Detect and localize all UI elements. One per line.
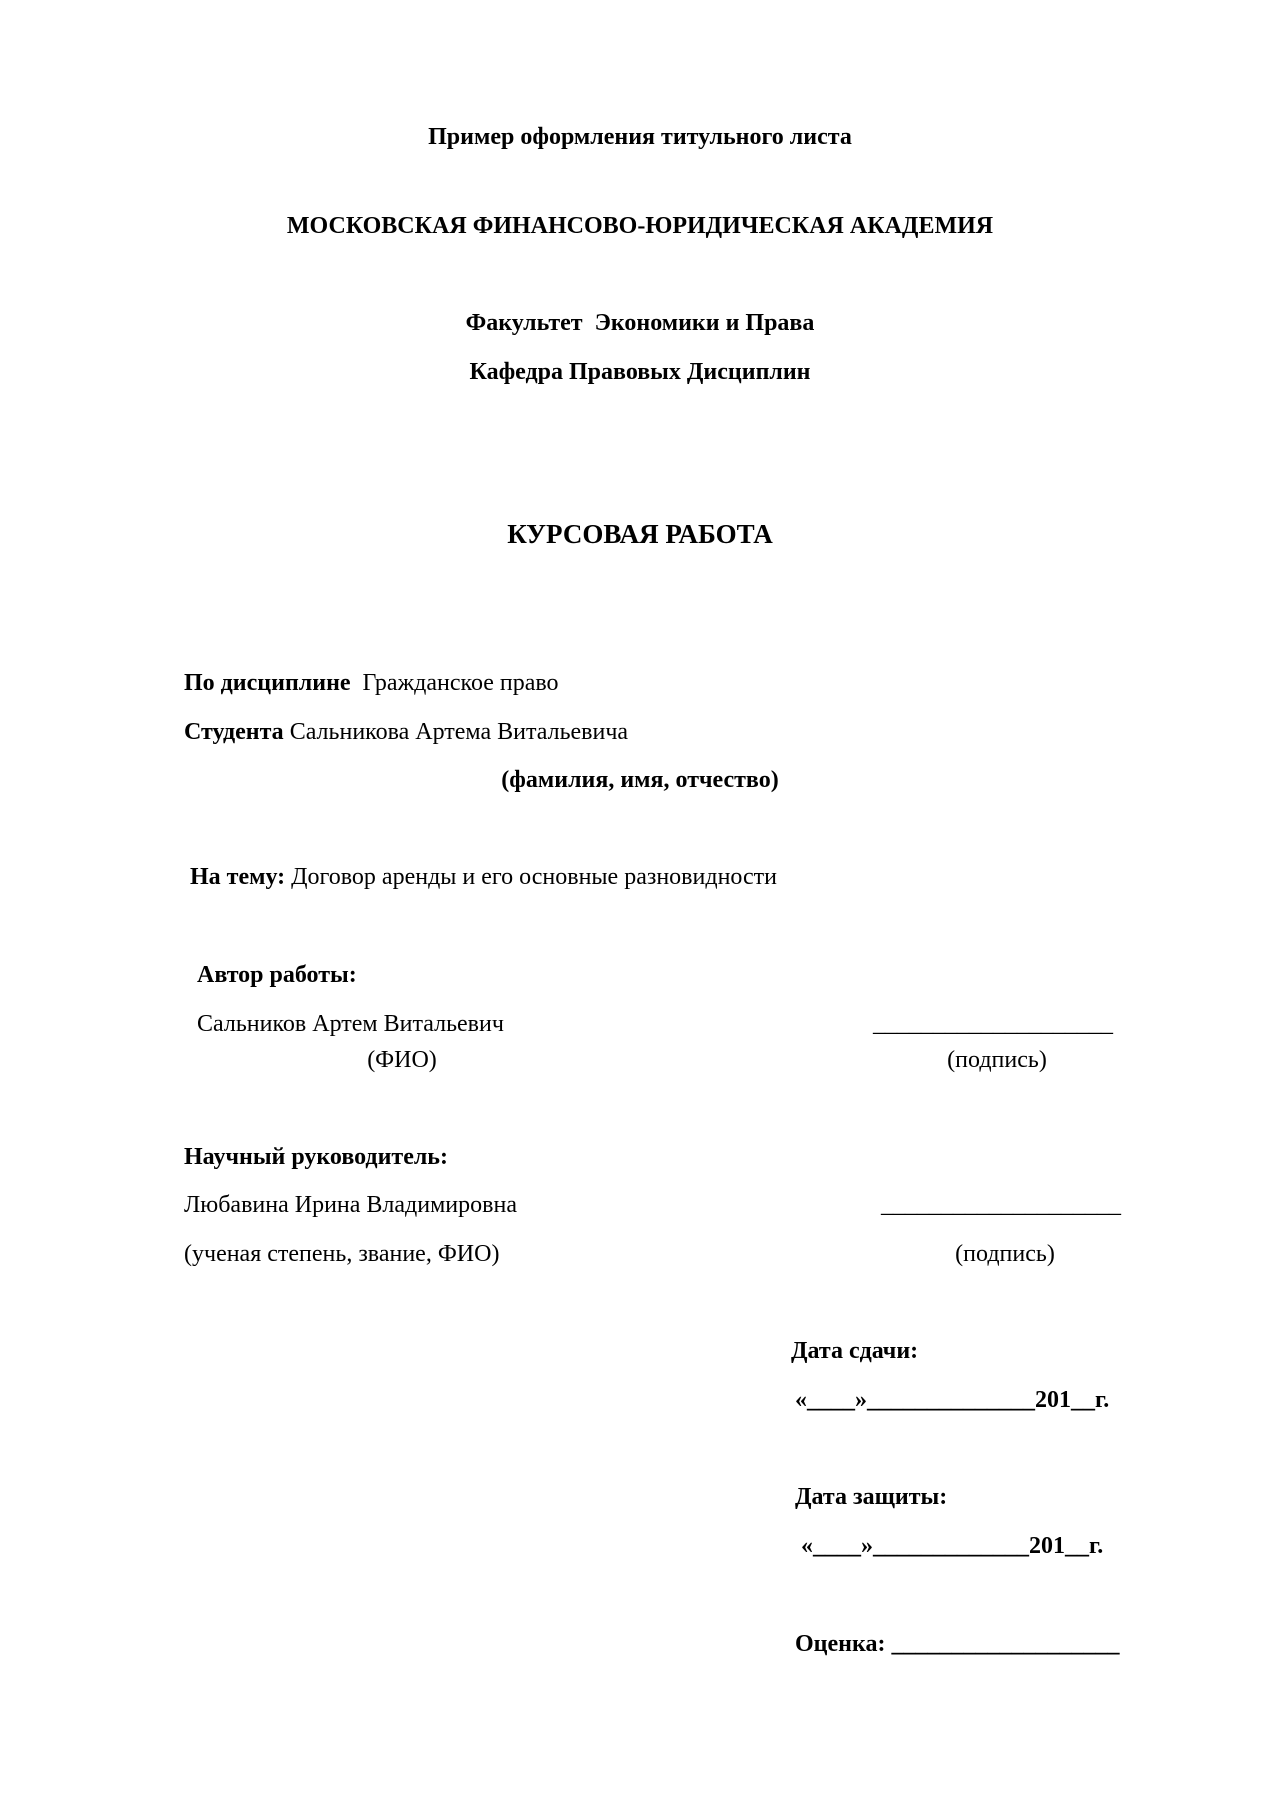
- submission-date-label: Дата сдачи:: [791, 1338, 919, 1364]
- student-label: Студента: [184, 719, 284, 745]
- academy-name: МОСКОВСКАЯ ФИНАНСОВО-ЮРИДИЧЕСКАЯ АКАДЕМИЯ: [286, 213, 994, 239]
- author-name: Сальников Артем Витальевич: [197, 1011, 504, 1037]
- topic-line: [190, 865, 777, 889]
- author-signature-line: ____________________: [873, 1011, 1113, 1037]
- discipline-line: [184, 671, 559, 695]
- grade-field: ___________________: [891, 1631, 1120, 1657]
- author-signature-caption: (подпись): [947, 1047, 1047, 1073]
- topic-label: На тему:: [190, 864, 286, 890]
- topic-value: Договор аренды и его основные разновидности: [291, 864, 777, 890]
- student-caption: (фамилия, имя, отчество): [501, 767, 779, 793]
- author-label: Автор работы:: [197, 962, 357, 988]
- grade-label: Оценка:: [795, 1631, 886, 1657]
- discipline-value: Гражданское право: [362, 670, 559, 696]
- supervisor-label: Научный руководитель:: [184, 1144, 448, 1170]
- author-name-caption: (ФИО): [367, 1047, 437, 1073]
- discipline-label: По дисциплине: [184, 670, 351, 696]
- work-type-heading: КУРСОВАЯ РАБОТА: [507, 519, 773, 549]
- faculty-name: Факультет Экономики и Права: [465, 310, 815, 336]
- supervisor-signature-caption: (подпись): [955, 1241, 1055, 1267]
- student-name: Сальникова Артема Витальевича: [289, 719, 629, 745]
- supervisor-signature-line: ____________________: [881, 1192, 1121, 1218]
- department-name: Кафедра Правовых Дисциплин: [469, 359, 811, 385]
- supervisor-name-caption: (ученая степень, звание, ФИО): [184, 1241, 500, 1267]
- submission-date-field: «____»______________201__г.: [795, 1387, 1110, 1413]
- supervisor-name: Любавина Ирина Владимировна: [184, 1192, 517, 1218]
- defense-date-label: Дата защиты:: [795, 1484, 948, 1510]
- grade-line: [795, 1632, 1119, 1656]
- sample-title: Пример оформления титульного листа: [428, 124, 852, 150]
- student-line: [184, 720, 628, 744]
- defense-date-field: «____»_____________201__г.: [801, 1533, 1104, 1559]
